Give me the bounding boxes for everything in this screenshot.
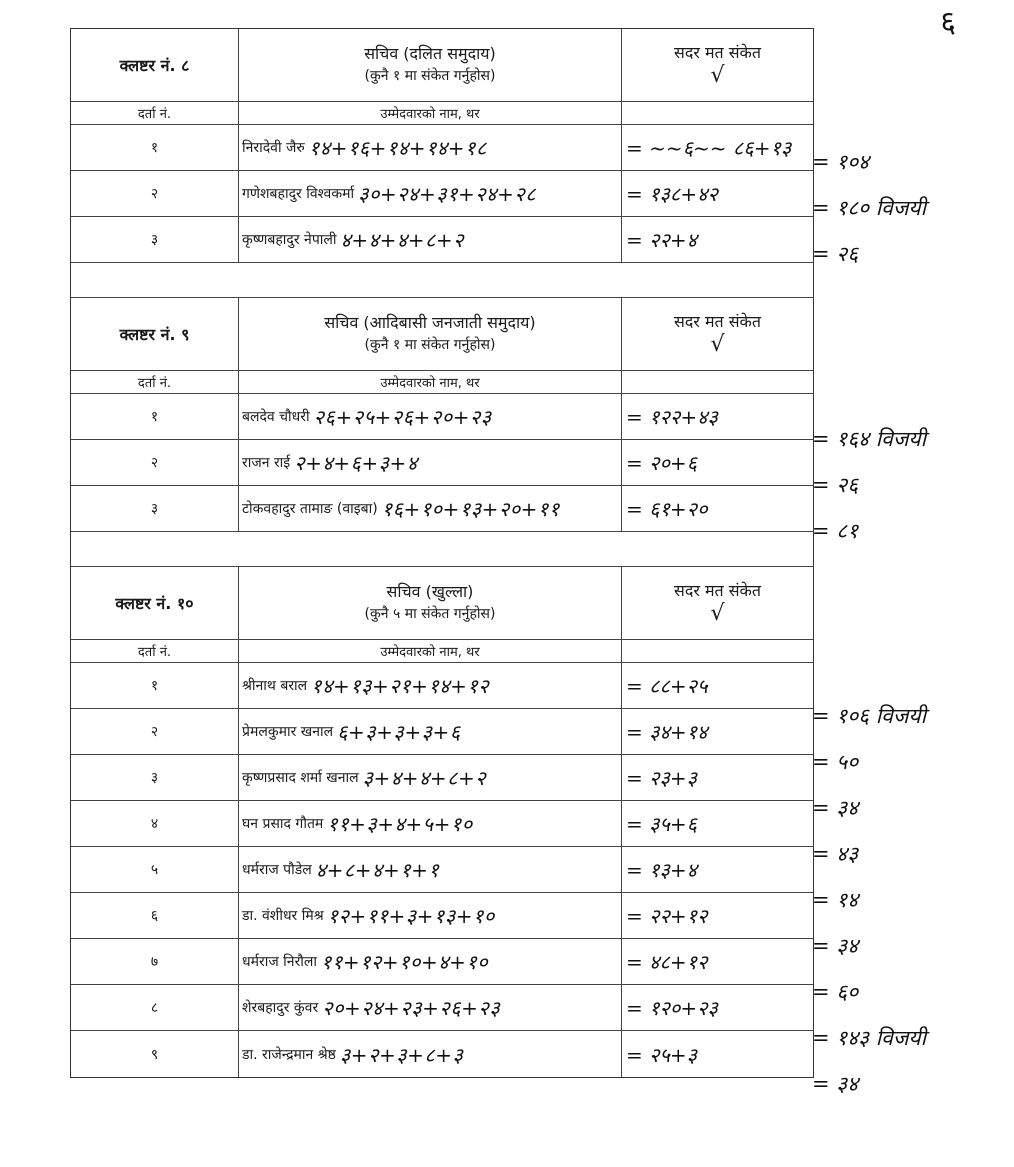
final-total: = ४३ <box>812 842 859 866</box>
regno-header: दर्ता नं. <box>71 371 239 393</box>
candidate-name: डा. राजेन्द्रमान श्रेष्ठ <box>242 1046 336 1063</box>
candidate-row <box>71 985 813 1031</box>
candidate-name: धर्मराज पौडेल <box>242 862 312 878</box>
regno-header: दर्ता नं. <box>71 102 239 124</box>
vote-header-cell <box>622 29 813 101</box>
tally-marks: ११+३+४+५+१० <box>327 812 473 836</box>
regno: १ <box>71 394 239 439</box>
vote-header: सदर मत संकेत <box>674 312 761 331</box>
vote-header: सदर मत संकेत <box>674 43 761 62</box>
final-total: = ५० <box>812 750 859 774</box>
final-total: = ३४ <box>812 934 859 958</box>
regno: ८ <box>71 985 239 1030</box>
final-total: = १०४ <box>812 150 870 174</box>
candidate-name: कृष्णबहादुर नेपाली <box>242 232 337 248</box>
tick-mark: √ <box>710 601 725 626</box>
candidate-cell <box>239 440 622 485</box>
vote-subtotal: = ~~६~~ ८६+१३ <box>626 136 792 160</box>
tally-marks: ६+३+३+३+६ <box>337 720 461 744</box>
section-gap <box>71 263 813 298</box>
post-instruction: (कुनै १ मा संकेत गर्नुहोस) <box>364 337 496 353</box>
vote-subtotal: = २३+३ <box>626 766 698 790</box>
vote-subtotal: = ६१+२० <box>626 497 708 521</box>
candidate-cell <box>239 801 622 846</box>
regno: २ <box>71 171 239 216</box>
vote-subtotal: = ३४+१४ <box>626 720 708 744</box>
vote-subtotal: = १२२+४३ <box>626 405 718 429</box>
final-total: = १८० विजयी <box>812 196 927 220</box>
vote-subtotal: = २०+६ <box>626 451 698 475</box>
final-total: = १४ <box>812 888 859 912</box>
cluster-label: क्लष्टर नं. ९ <box>71 298 239 370</box>
final-total: = १०६ विजयी <box>812 704 927 728</box>
tally-marks: १६+१०+१३+२०+११ <box>381 497 560 521</box>
column-subheader <box>71 102 813 125</box>
candidate-name: डा. वंशीधर मिश्र <box>242 908 324 924</box>
vote-header: सदर मत संकेत <box>674 581 761 600</box>
candidate-row <box>71 893 813 939</box>
tick-mark: √ <box>710 332 725 357</box>
tally-marks: ११+१२+१०+४+१० <box>321 950 489 974</box>
candidate-row <box>71 440 813 486</box>
cluster-header <box>71 29 813 102</box>
vote-subtotal: = ४८+१२ <box>626 950 708 974</box>
candidate-row <box>71 486 813 532</box>
section-gap <box>71 532 813 567</box>
vote-subtotal: = ३५+६ <box>626 812 698 836</box>
candidate-name: श्रीनाथ बराल <box>242 678 308 694</box>
regno: २ <box>71 440 239 485</box>
tally-marks: ३०+२४+३१+२४+२८ <box>358 182 537 206</box>
candidate-cell <box>239 939 622 984</box>
final-total: = ६० <box>812 980 859 1004</box>
vote-subtotal: = १३+४ <box>626 858 698 882</box>
candidate-cell <box>239 486 622 531</box>
final-total: = १६४ विजयी <box>812 427 927 451</box>
candidate-cell <box>239 663 622 708</box>
cluster-label: क्लष्टर नं. ८ <box>71 29 239 101</box>
candidate-cell <box>239 125 622 170</box>
candidate-row <box>71 1031 813 1077</box>
page-number: ६ <box>940 5 956 40</box>
candidate-name: बलदेव चौधरी <box>242 409 310 425</box>
candidate-row <box>71 171 813 217</box>
regno-header: दर्ता नं. <box>71 640 239 662</box>
tally-marks: १४+१३+२१+१४+१२ <box>311 674 490 698</box>
candidate-name: निरादेवी जैरु <box>242 140 305 156</box>
post-title-cell <box>239 298 622 370</box>
ballot-tally-sheet <box>70 28 814 1078</box>
candidate-name: प्रेमलकुमार खनाल <box>242 724 334 740</box>
tick-mark: √ <box>710 63 725 88</box>
vote-subheader-blank <box>622 640 813 662</box>
candidate-cell <box>239 847 622 892</box>
tally-marks: ३+४+४+८+२ <box>362 766 487 790</box>
vote-subtotal: = १२०+२३ <box>626 996 718 1020</box>
candidate-cell <box>239 755 622 800</box>
candidate-row <box>71 217 813 263</box>
candidate-cell <box>239 709 622 754</box>
final-total: = १४३ विजयी <box>812 1026 927 1050</box>
regno: ३ <box>71 486 239 531</box>
candidate-cell <box>239 394 622 439</box>
candidate-header: उम्मेदवारको नाम, थर <box>239 102 622 124</box>
candidate-row <box>71 755 813 801</box>
final-total: = ८१ <box>812 519 859 543</box>
column-subheader <box>71 371 813 394</box>
candidate-row <box>71 847 813 893</box>
regno: ५ <box>71 847 239 892</box>
candidate-name: राजन राई <box>242 455 291 471</box>
margin-totals <box>812 28 1012 1128</box>
candidate-name: धर्मराज निरौला <box>242 954 318 970</box>
candidate-row <box>71 801 813 847</box>
tally-marks: १२+११+३+१३+१० <box>327 904 495 928</box>
regno: ७ <box>71 939 239 984</box>
vote-subtotal: = ८८+२५ <box>626 674 708 698</box>
tally-marks: २+४+६+३+४ <box>294 451 418 475</box>
post-instruction: (कुनै ५ मा संकेत गर्नुहोस) <box>364 606 496 622</box>
candidate-row <box>71 663 813 709</box>
tally-marks: २०+२४+२३+२६+२३ <box>322 996 501 1020</box>
post-title: सचिव (आदिबासी जनजाती समुदाय) <box>324 313 536 332</box>
post-title: सचिव (खुल्ला) <box>386 582 474 601</box>
final-total: = २६ <box>812 242 859 266</box>
cluster-header <box>71 298 813 371</box>
final-total: = ३४ <box>812 796 859 820</box>
vote-subtotal: = २२+४ <box>626 228 698 252</box>
post-instruction: (कुनै १ मा संकेत गर्नुहोस) <box>364 68 496 84</box>
cluster-label: क्लष्टर नं. १० <box>71 567 239 639</box>
regno: २ <box>71 709 239 754</box>
regno: ३ <box>71 755 239 800</box>
candidate-row <box>71 709 813 755</box>
candidate-header: उम्मेदवारको नाम, थर <box>239 371 622 393</box>
vote-header-cell <box>622 567 813 639</box>
candidate-cell <box>239 217 622 262</box>
candidate-cell <box>239 1031 622 1077</box>
regno: १ <box>71 663 239 708</box>
tally-marks: ३+२+३+८+३ <box>339 1042 464 1067</box>
tally-marks: ४+८+४+१+१ <box>315 858 440 882</box>
candidate-name: शेरबहादुर कुंवर <box>242 1000 319 1016</box>
candidate-header: उम्मेदवारको नाम, थर <box>239 640 622 662</box>
candidate-row <box>71 394 813 440</box>
candidate-cell <box>239 893 622 938</box>
regno: १ <box>71 125 239 170</box>
final-total: = ३४ <box>812 1072 859 1096</box>
candidate-cell <box>239 171 622 216</box>
post-title: सचिव (दलित समुदाय) <box>364 44 496 63</box>
vote-subheader-blank <box>622 102 813 124</box>
candidate-name: कृष्णप्रसाद शर्मा खनाल <box>242 770 359 786</box>
regno: ३ <box>71 217 239 262</box>
regno: ६ <box>71 893 239 938</box>
column-subheader <box>71 640 813 663</box>
vote-subheader-blank <box>622 371 813 393</box>
vote-subtotal: = २५+३ <box>626 1042 698 1067</box>
tally-marks: ४+४+४+८+२ <box>340 228 465 252</box>
cluster-header <box>71 567 813 640</box>
tally-marks: २६+२५+२६+२०+२३ <box>313 405 492 429</box>
final-total: = २६ <box>812 473 859 497</box>
regno: ९ <box>71 1031 239 1077</box>
tally-marks: १४+१६+१४+१४+१८ <box>308 136 487 160</box>
vote-subtotal: = १३८+४२ <box>626 182 718 206</box>
candidate-name: गणेशबहादुर विश्वकर्मा <box>242 186 355 202</box>
candidate-row <box>71 125 813 171</box>
post-title-cell <box>239 29 622 101</box>
candidate-name: टोकवहादुर तामाङ (वाइबा) <box>242 501 378 517</box>
post-title-cell <box>239 567 622 639</box>
vote-subtotal: = २२+१२ <box>626 904 708 928</box>
candidate-cell <box>239 985 622 1030</box>
candidate-row <box>71 939 813 985</box>
candidate-name: घन प्रसाद गौतम <box>242 816 324 832</box>
regno: ४ <box>71 801 239 846</box>
vote-header-cell <box>622 298 813 370</box>
